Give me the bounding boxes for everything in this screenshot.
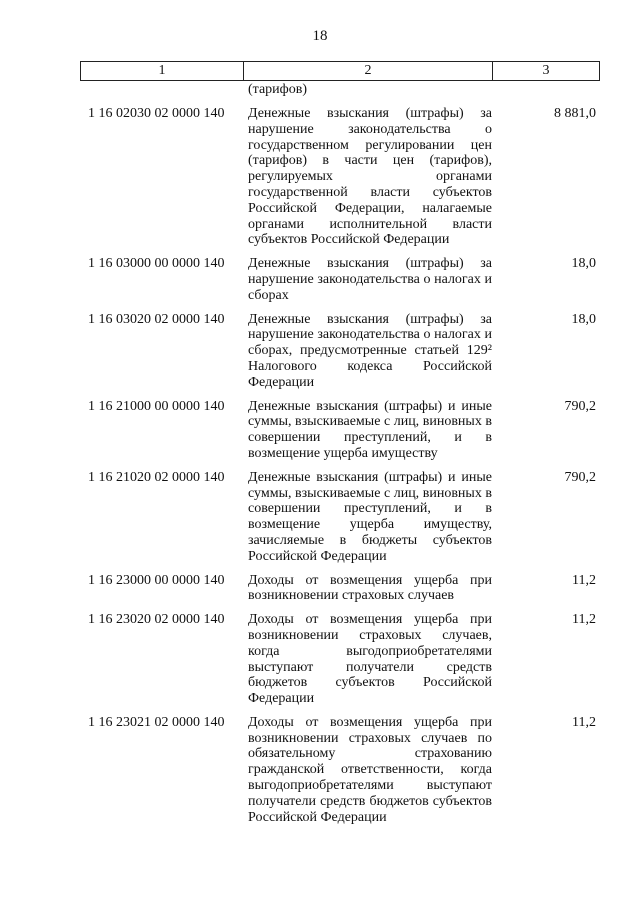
row-amount: 18,0 bbox=[571, 256, 596, 272]
row-amount: 18,0 bbox=[571, 311, 596, 327]
row-description: Денежные взыскания (штрафы) за нарушение законодательства о налогах и сборах bbox=[248, 256, 492, 303]
row-amount: 11,2 bbox=[572, 572, 596, 588]
row-description: Денежные взыскания (штрафы) и иные суммы, взыскиваемые с лиц, виновных в совершении преступлений, и в возмещение ущерба имуществу, зачисляемые в бюджеты субъектов Российской Федерации bbox=[248, 469, 492, 564]
row-description: Денежные взыскания (штрафы) за нарушение законодательства о налогах и сборах, предусмотренные статьей 129² Налогового кодекса Российской Федерации bbox=[248, 311, 492, 390]
table-body bbox=[80, 106, 600, 833]
row-code: 1 16 21020 02 0000 140 bbox=[88, 469, 225, 485]
table-row bbox=[80, 106, 600, 248]
table-row bbox=[80, 612, 600, 707]
row-amount: 790,2 bbox=[564, 398, 596, 414]
row-amount: 790,2 bbox=[564, 469, 596, 485]
row-code: 1 16 21000 00 0000 140 bbox=[88, 398, 225, 414]
row-code: 1 16 03000 00 0000 140 bbox=[88, 256, 225, 272]
table-row bbox=[80, 256, 600, 303]
row-code: 1 16 23021 02 0000 140 bbox=[88, 714, 225, 730]
table-header bbox=[80, 61, 600, 81]
row-code: 1 16 03020 02 0000 140 bbox=[88, 311, 225, 327]
row-code: 1 16 02030 02 0000 140 bbox=[88, 106, 225, 121]
row-description: Денежные взыскания (штрафы) и иные суммы, взыскиваемые с лиц, виновных в совершении преступлений, и в возмещение ущерба имуществу bbox=[248, 398, 492, 461]
header-col-3: 3 bbox=[542, 63, 550, 78]
header-col-2: 2 bbox=[244, 62, 493, 80]
header-col-1: 1 bbox=[81, 62, 244, 80]
row-amount: 8 881,0 bbox=[554, 106, 596, 121]
row-description: Денежные взыскания (штрафы) за нарушение законодательства о государственном регулировании цен (тарифов) в части цен (тарифов), регулируемых органами государственной власти субъектов Российской Федерации, налагаемые органами исполнительной власти субъектов Российской Федерации bbox=[248, 106, 492, 248]
table-row bbox=[80, 470, 600, 565]
table-row bbox=[80, 312, 600, 391]
row-code: 1 16 23000 00 0000 140 bbox=[88, 572, 225, 588]
row-amount: 11,2 bbox=[572, 714, 596, 730]
table-row bbox=[80, 715, 600, 826]
table-row bbox=[80, 399, 600, 462]
row-code: 1 16 23020 02 0000 140 bbox=[88, 612, 225, 628]
row-amount: 11,2 bbox=[572, 612, 596, 628]
table-row bbox=[80, 573, 600, 605]
row-description: Доходы от возмещения ущерба при возникновении страховых случаев по обязательному страхованию гражданской ответственности, когда выгодоприобретателями выступают получатели средств бюджетов субъектов Российской Федерации bbox=[248, 714, 492, 825]
page-number: 18 bbox=[312, 28, 328, 44]
row-description: Доходы от возмещения ущерба при возникновении страховых случаев, когда выгодоприобретателями выступают получатели средств бюджетов субъектов Российской Федерации bbox=[248, 612, 492, 707]
row-description: Доходы от возмещения ущерба при возникновении страховых случаев bbox=[248, 572, 492, 604]
continuation-text: (тарифов) bbox=[248, 82, 308, 97]
